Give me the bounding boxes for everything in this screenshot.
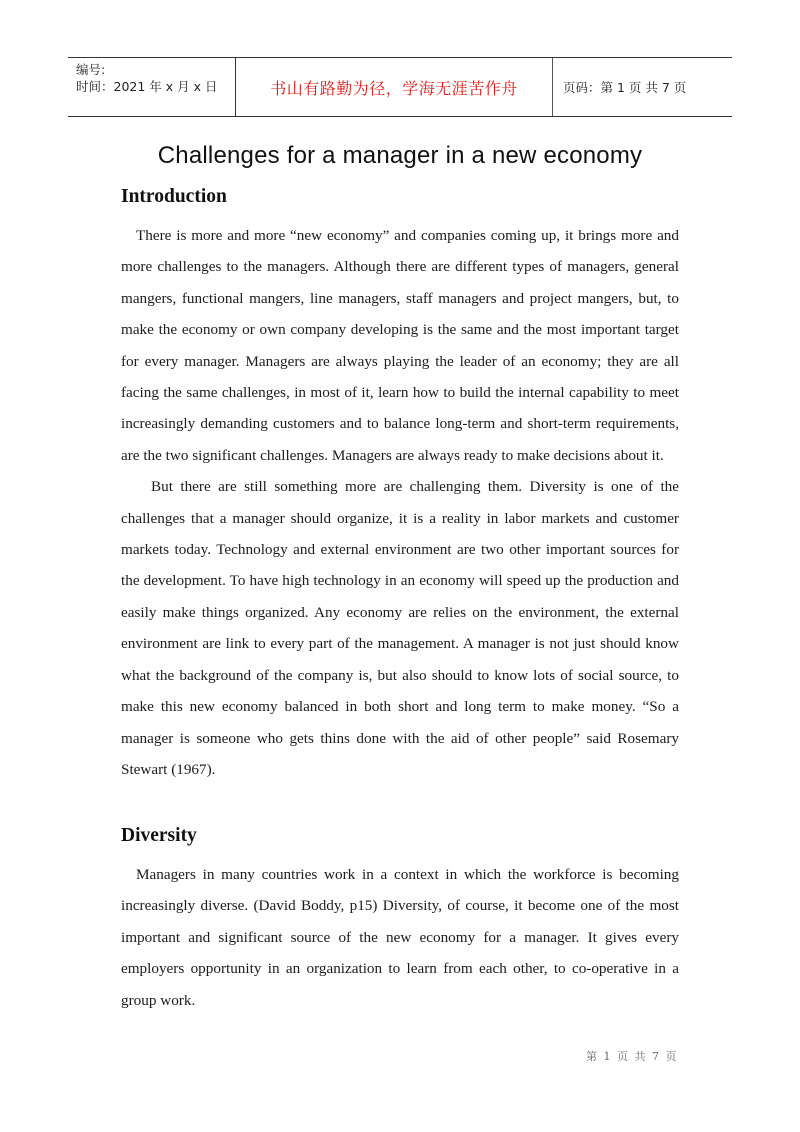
motto-text: 书山有路勤为径，学海无涯苦作舟 bbox=[270, 79, 518, 98]
paragraph: But there are still something more are challenging them. Diversity is one of the challenges that a manager should organize, it is a reality in labor markets and customer markets today. Technology and external environment are two other important sources for the development. To have high technology in an economy will speed up the production and easily make things organized. Any economy are relies on the environment, the external environment are link to every part of the management. A manager is not just should know what the background of the company is, but also should to know lots of social source, to make this new economy balanced in both short and long term to make money. “So a manager is someone who gets thins done with the aid of other people” said Rosemary Stewart (1967). bbox=[121, 478, 679, 778]
date-label: 时间：2021 年 x 月 x 日 bbox=[76, 79, 218, 94]
paragraph: Managers in many countries work in a context in which the workforce is becoming increasingly diverse. (David Boddy, p15) Diversity, of course, it become one of the most important and significant source of the new economy for a manager. It gives every employers opportunity in an organization to learn from each other, to co-operative in a group work. bbox=[121, 866, 679, 1009]
section-body-introduction bbox=[121, 220, 679, 785]
header-meta-cell bbox=[68, 58, 236, 116]
page-info: 页码：第 1 页 共 7 页 bbox=[563, 80, 687, 95]
document-header bbox=[68, 57, 732, 117]
section-heading-diversity: Diversity bbox=[121, 825, 197, 846]
paragraph: There is more and more “new economy” and companies coming up, it brings more and more challenges to the managers. Although there are different types of managers, general mangers, functional mangers, line managers, staff managers and project mangers, but, to make the economy or own company developing is the same and the most important target for every manager. Managers are always playing the leader of an economy; they are all facing the same challenges, in most of it, learn how to build the internal capability to meet increasingly demanding customers and to balance long-term and short-term requirements, are the two significant challenges. Managers are always ready to make decisions about it. bbox=[121, 227, 679, 464]
page-footer: 第 1 页 共 7 页 bbox=[586, 1050, 677, 1063]
document-title: Challenges for a manager in a new economy bbox=[157, 142, 643, 169]
header-page-cell bbox=[553, 58, 732, 116]
serial-number-label: 编号: bbox=[76, 62, 106, 77]
section-heading-introduction: Introduction bbox=[121, 186, 227, 207]
header-motto-cell bbox=[236, 58, 553, 116]
section-body-diversity bbox=[121, 859, 679, 1016]
